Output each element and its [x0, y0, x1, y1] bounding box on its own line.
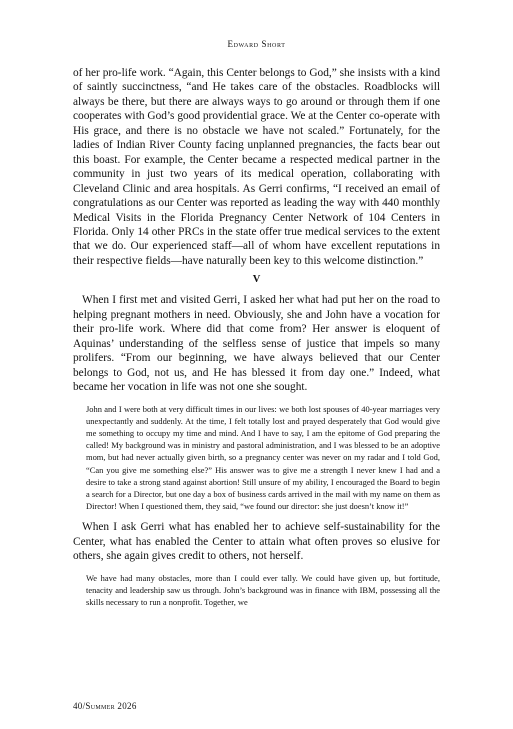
block-quote-text: John and I were both at very difficult times in our lives: we both lost spouses of 40-year marriages very unexpectantly and suddenly. At the time, I felt totally lost and prayed desperately that God would give me something to occupy my time and mind. And I have to say, I am the epitome of God preparing the called! My background was in ministry and pastoral administration, and I was blessed to be an adoptive mom, but had never actually given birth, so a pregnancy center was never on my radar and I told God, “Can you give me something else?” His answer was to give me a strength I never knew I had and a desire to take a strong stand against abortion! Still unsure of my ability, I encouraged the Board to begin a search for a Director, but one day a box of business cards arrived in the mail with my name on them as Director! When I questioned them, they said, “we found our director: she just doesn’t know it!”: [86, 403, 440, 512]
block-quote-text: We have had many obstacles, more than I could ever tally. We could have given up, but fortitude, tenacity and leadership saw us through. John’s background was in finance with IBM, possessing all the skills necessary to run a nonprofit. Together, we: [86, 572, 440, 608]
running-head: Edward Short: [227, 39, 286, 49]
body-paragraph: of her pro-life work. “Again, this Center belongs to God,” she insists with a kind of saintly succinctness, “and He takes care of the obstacles. Roadblocks will always be there, but there are always ways to go around or through them if one cooperates with God’s good providential grace. We at the Center co-operate with His grace, and there is no obstacle we have not scaled.” Fortunately, for the ladies of Indian River County facing unplanned pregnancies, the facts bear out this boast. For example, the Center became a respected medical partner in the community in just two years of its medical operation, collaborating with Cleveland Clinic and area hospitals. As Gerri confirms, “I received an email of congratulations as our Center was reported as leading the way with 440 monthly Medical Visits in the Florida Pregnancy Center Network of 104 Centers in Florida. Only 14 other PRCs in the state offer true medical services to the extent that we do. Our experienced staff—all of whom have excellent reputations in their respective fields—have naturally been key to this welcome distinction.”: [73, 67, 440, 267]
page-folio: 40/Summer 2026: [73, 701, 137, 711]
body-paragraph: When I first met and visited Gerri, I asked her what had put her on the road to helping pregnant mothers in need. Obviously, she and John have a vocation for their pro-life work. Where did that come from? Her answer is eloquent of Aquinas’ understanding of the selfless sense of justice that impels so many prolifers. “From our beginning, we have always believed that our Center belongs to God, not us, and He has blessed it from day one.” Indeed, what became her vocation in life was not one she sought.: [73, 294, 440, 394]
block-quote: [86, 403, 440, 513]
block-quote: [86, 572, 440, 609]
section-number: V: [252, 274, 261, 286]
article-body: [73, 66, 440, 616]
body-paragraph: When I ask Gerri what has enabled her to achieve self-sustainability for the Center, what has enabled the Center to attain what often proves so elusive for others, she again gives credit to others, not herself.: [73, 521, 440, 563]
